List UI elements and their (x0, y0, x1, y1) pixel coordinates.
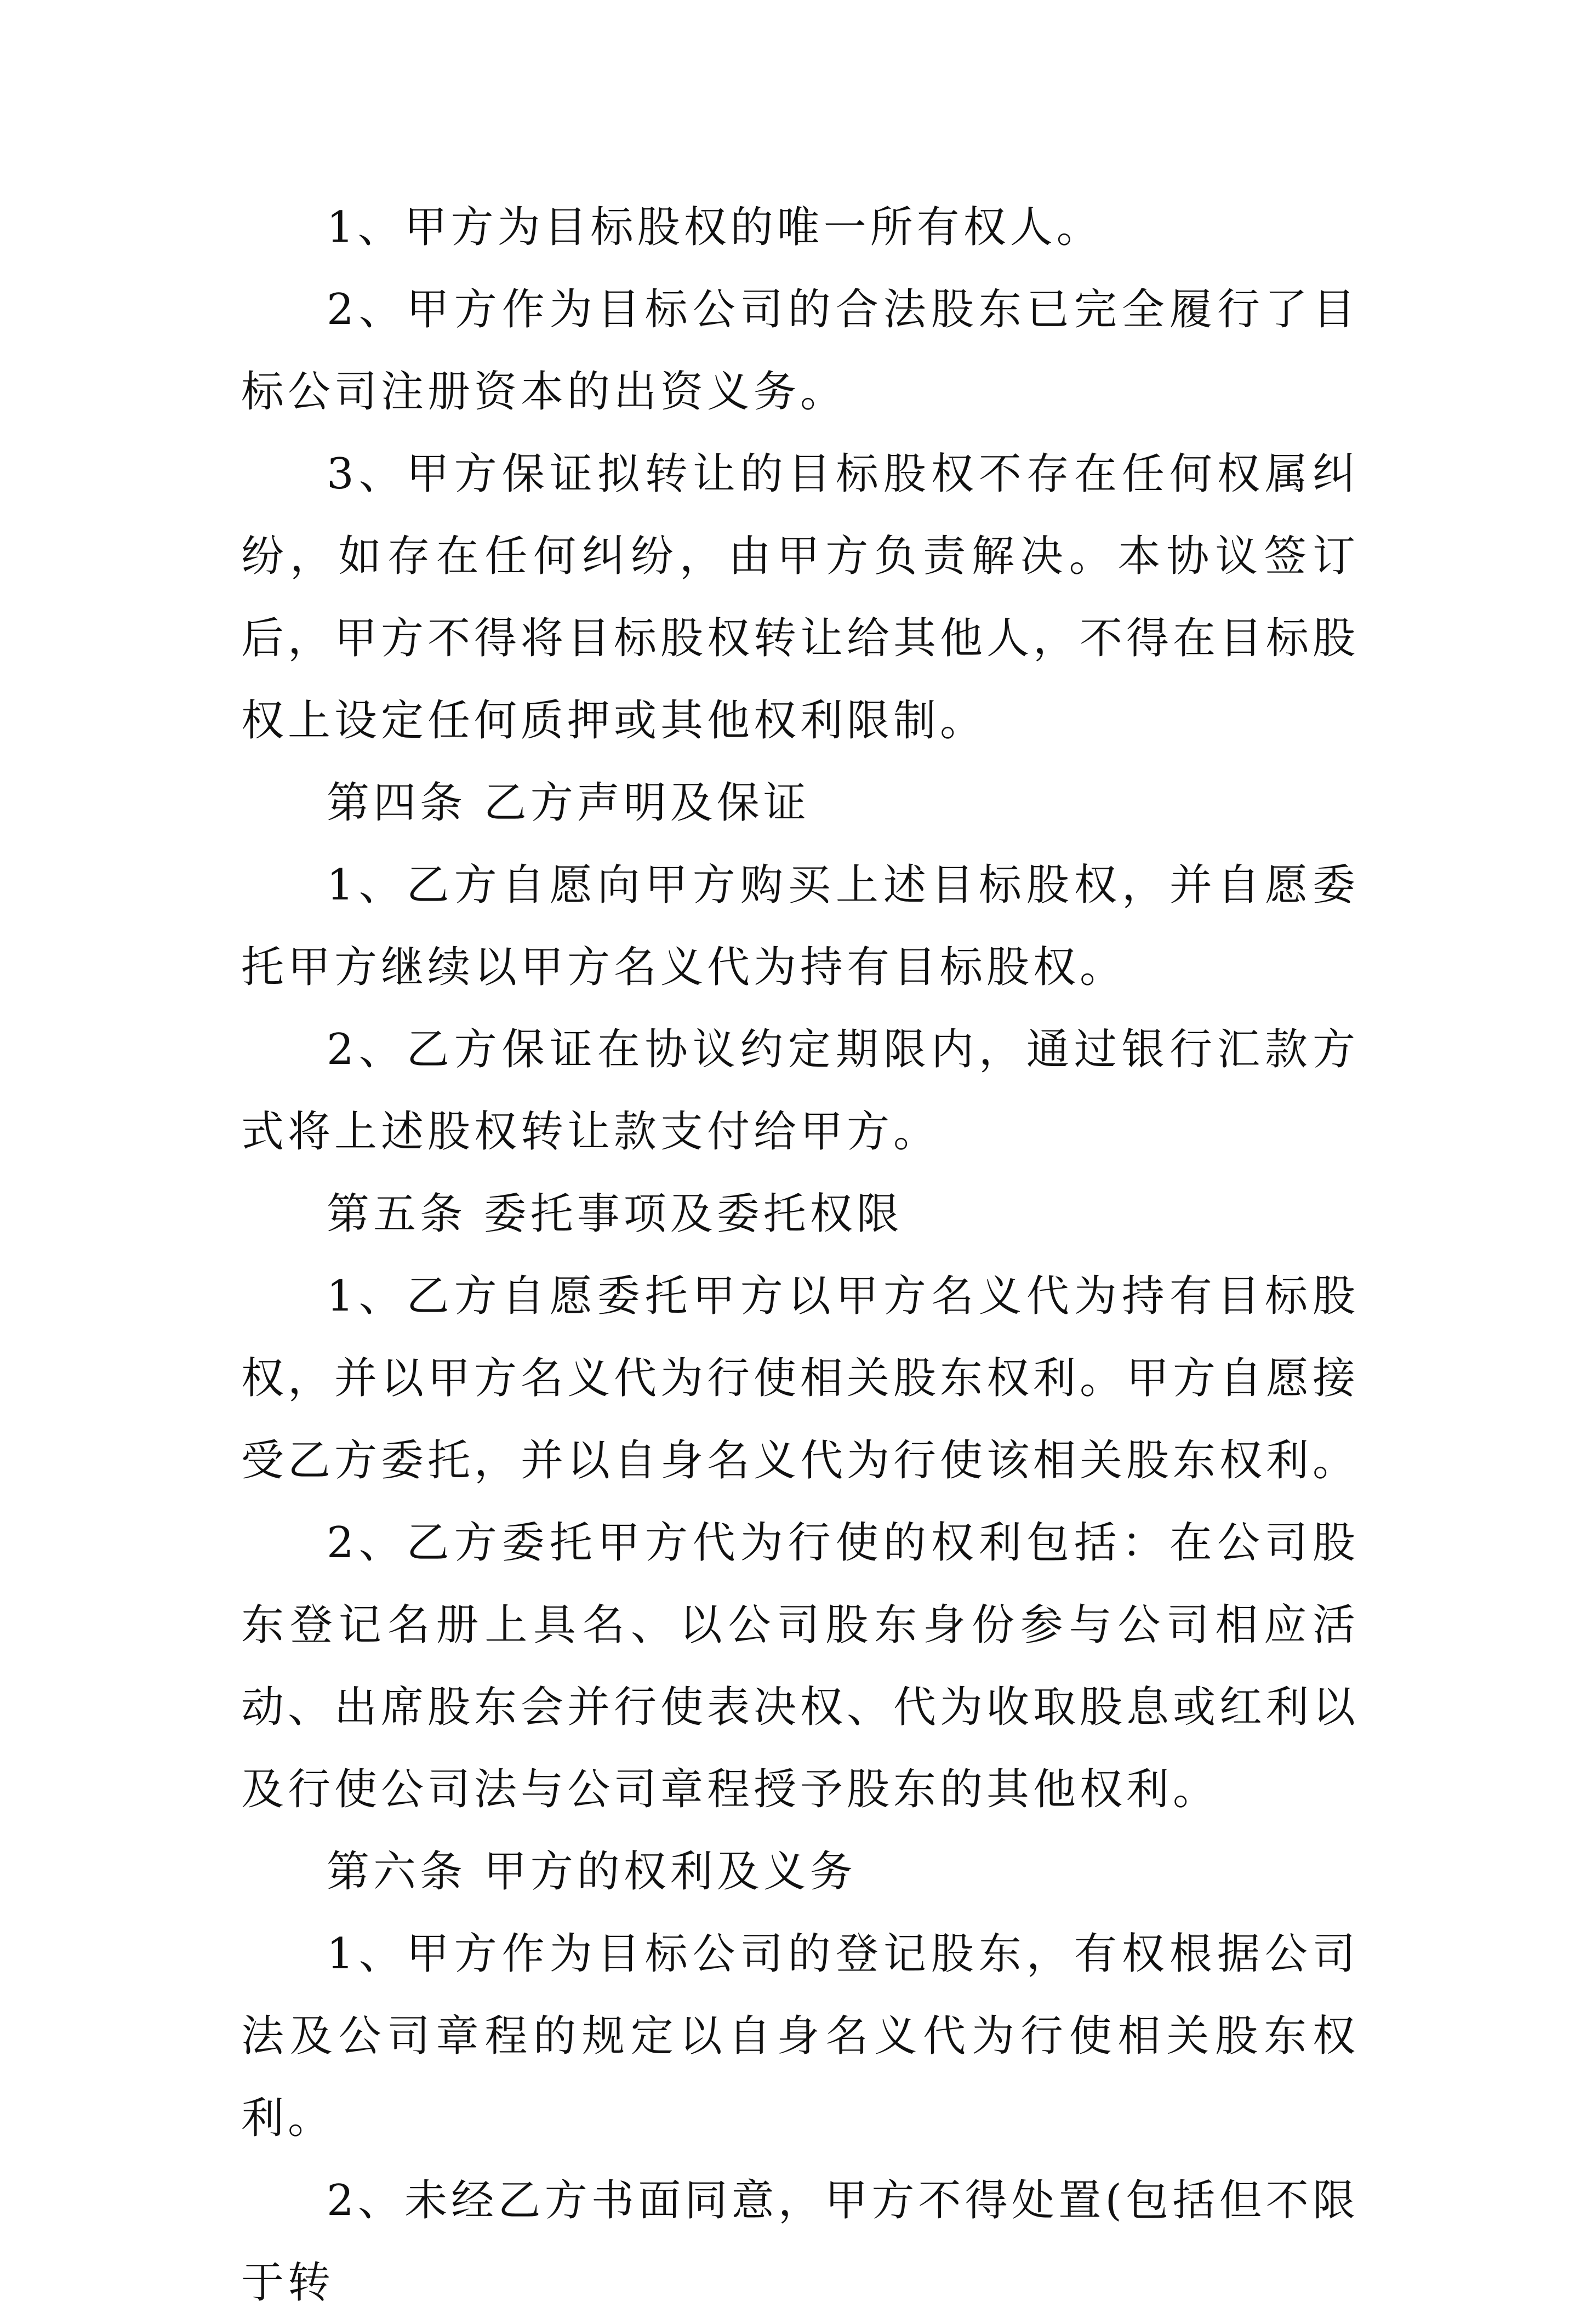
clause-4-item-1: 1、乙方自愿向甲方购买上述目标股权，并自愿委托甲方继续以甲方名义代为持有目标股权。 (241, 861, 1359, 992)
clause-6-item-1: 1、甲方作为目标公司的登记股东，有权根据公司法及公司章程的规定以自身名义代为行使相关股东权利。 (241, 1929, 1359, 2143)
clause-3-item-2: 2、甲方作为目标公司的合法股东已完全履行了目标公司注册资本的出资义务。 (241, 285, 1359, 417)
clause-4-heading: 第四条 乙方声明及保证 (327, 778, 810, 828)
clause-5-item-1: 1、乙方自愿委托甲方以甲方名义代为持有目标股权，并以甲方名义代为行使相关股东权利。甲方自愿接受乙方委托，并以自身名义代为行使该相关股东权利。 (241, 1272, 1360, 1485)
clause-4-item-2: 2、乙方保证在协议约定期限内，通过银行汇款方式将上述股权转让款支付给甲方。 (241, 1025, 1359, 1157)
clause-3-item-1: 1、甲方为目标股权的唯一所有权人。 (327, 203, 1103, 252)
clause-6-item-2: 2、未经乙方书面同意，甲方不得处置(包括但不限于转 (241, 2176, 1359, 2308)
clause-5-heading: 第五条 委托事项及委托权限 (327, 1189, 903, 1239)
clause-3-item-3: 3、甲方保证拟转让的目标股权不存在任何权属纠纷，如存在任何纠纷，由甲方负责解决。本协议签订后，甲方不得将目标股权转让给其他人，不得在目标股权上设定任何质押或其他权利限制。 (241, 449, 1360, 745)
clause-6-heading: 第六条 甲方的权利及义务 (327, 1847, 857, 1896)
document-body (241, 186, 1359, 2324)
clause-5-item-2: 2、乙方委托甲方代为行使的权利包括：在公司股东登记名册上具名、以公司股东身份参与公司相应活动、出席股东会并行使表决权、代为收取股息或红利以及行使公司法与公司章程授予股东的其他权利。 (241, 1518, 1360, 1814)
